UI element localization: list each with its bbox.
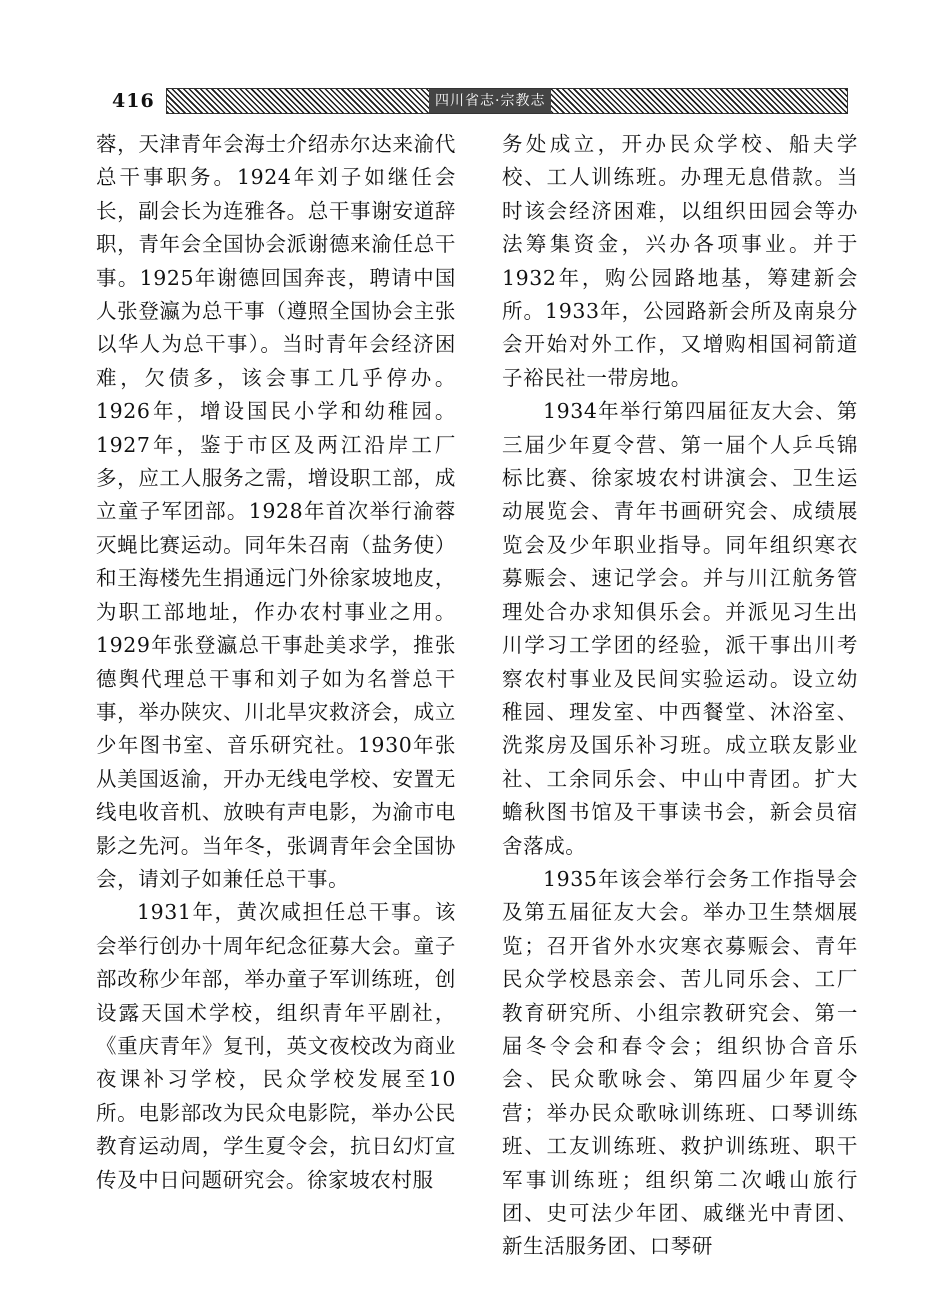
paragraph: 1935年该会举行会务工作指导会及第五届征友大会。举办卫生禁烟展览；召开省外水灾寒衣募赈会、青年民众学校恳亲会、苦儿同乐会、工厂教育研究所、小组宗教研究会、第一届冬令会和春令会；组织协合音乐会、民众歌咏会、第四届少年夏令营；举办民众歌咏训练班、口琴训练班、工友训练班、救护训练班、职干军事训练班；组织第二次峨山旅行团、史可法少年团、戚继光中青团、新生活服务团、口琴研 bbox=[502, 866, 858, 1259]
header-hatched-band bbox=[166, 88, 848, 114]
page-number: 416 bbox=[112, 90, 155, 112]
paragraph: 务处成立，开办民众学校、船夫学校、工人训练班。办理无息借款。当时该会经济困难，以组织田园会等办法筹集资金，兴办各项事业。并于1932年，购公园路地基，筹建新会所。1933年，公园路新会所及南泉分会开始对外工作，又增购相国祠箭道子裕民社一带房地。 bbox=[502, 132, 858, 390]
page-header bbox=[96, 84, 866, 120]
paragraph: 蓉，天津青年会海士介绍赤尔达来渝代总干事职务。1924年刘子如继任会长，副会长为连雅各。总干事谢安道辞职，青年会全国协会派谢德来渝任总干事。1925年谢德回国奔丧，聘请中国人张登瀛为总干事（遵照全国协会主张以华人为总干事）。当时青年会经济困难，欠债多，该会事工几乎停办。1926年，增设国民小学和幼稚园。1927年，鉴于市区及两江沿岸工厂多，应工人服务之需，增设职工部，成立童子军团部。1928年首次举行渝蓉灭蝇比赛运动。同年朱召南（盐务使）和王海楼先生捐通远门外徐家坡地皮，为职工部地址，作办农村事业之用。1929年张登瀛总干事赴美求学，推张德舆代理总干事和刘子如为名誉总干事，举办陕灾、川北旱灾救济会，成立少年图书室、音乐研究社。1930年张从美国返渝，开办无线电学校、安置无线电收音机、放映有声电影，为渝市电影之先河。当年冬，张调青年会全国协会，请刘子如兼任总干事。 bbox=[96, 132, 456, 891]
right-column bbox=[502, 128, 858, 1264]
left-column bbox=[96, 128, 456, 1197]
paragraph: 1931年，黄次咸担任总干事。该会举行创办十周年纪念征募大会。童子部改称少年部，举办童子军训练班，创设露天国术学校，组织青年平剧社，《重庆青年》复刊，英文夜校改为商业夜课补习学校，民众学校发展至10所。电影部改为民众电影院，举办公民教育运动周，学生夏令会，抗日幻灯宣传及中日问题研究会。徐家坡农村服 bbox=[96, 900, 456, 1192]
paragraph: 1934年举行第四届征友大会、第三届少年夏令营、第一届个人乒乓锦标比赛、徐家坡农村讲演会、卫生运动展览会、青年书画研究会、成绩展览会及少年职业指导。同年组织寒衣募赈会、速记学会。并与川江航务管理处合办求知俱乐会。并派见习生出川学习工学团的经验，派干事出川考察农村事业及民间实验运动。设立幼稚园、理发室、中西餐堂、沐浴室、洗浆房及国乐补习班。成立联友影业社、工余同乐会、中山中青团。扩大蟾秋图书馆及干事读书会，新会员宿舍落成。 bbox=[502, 399, 858, 858]
running-title: 四川省志·宗教志 bbox=[429, 89, 551, 113]
